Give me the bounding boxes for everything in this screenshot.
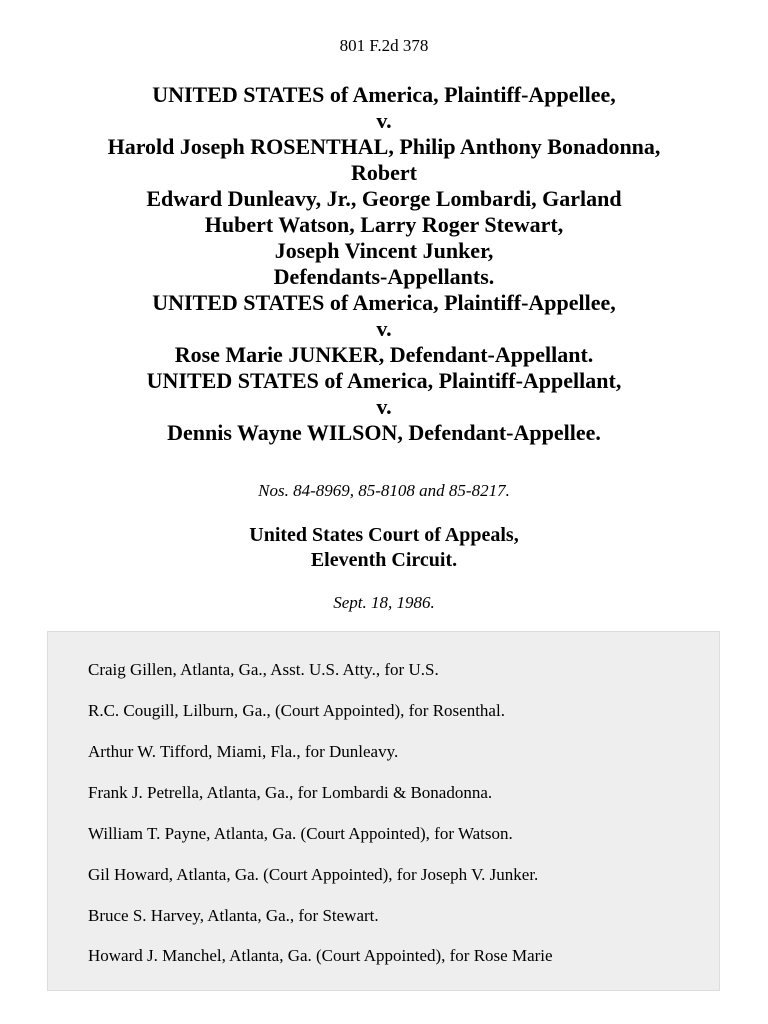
counsel-entry: Howard J. Manchel, Atlanta, Ga. (Court Appointed), for Rose Marie <box>88 946 553 965</box>
caption-line: Dennis Wayne WILSON, Defendant-Appellee. <box>167 420 601 445</box>
case-citation: 801 F.2d 378 <box>339 36 429 55</box>
counsel-entry: Frank J. Petrella, Atlanta, Ga., for Lombardi & Bonadonna. <box>88 783 493 802</box>
counsel-entry: Craig Gillen, Atlanta, Ga., Asst. U.S. Atty., for U.S. <box>88 660 439 679</box>
counsel-entry: Bruce S. Harvey, Atlanta, Ga., for Stewart. <box>88 906 379 925</box>
caption-line: v. <box>376 394 392 419</box>
caption-line: v. <box>376 316 392 341</box>
court-name <box>0 523 768 573</box>
decision-date: Sept. 18, 1986. <box>333 593 435 612</box>
caption-line: Harold Joseph ROSENTHAL, Philip Anthony Bonadonna, <box>107 134 661 159</box>
counsel-panel <box>47 631 720 991</box>
counsel-entry: Gil Howard, Atlanta, Ga. (Court Appointed), for Joseph V. Junker. <box>88 865 539 884</box>
court-circuit-line: Eleventh Circuit. <box>310 549 458 571</box>
caption-line: UNITED STATES of America, Plaintiff-Appellee, <box>152 82 616 107</box>
caption-line: v. <box>376 108 392 133</box>
caption-line: Robert <box>351 160 417 185</box>
court-name-line: United States Court of Appeals, <box>249 524 519 546</box>
caption-line: UNITED STATES of America, Plaintiff-Appellee, <box>152 290 616 315</box>
docket-numbers: Nos. 84-8969, 85-8108 and 85-8217. <box>258 481 510 500</box>
caption-line: Joseph Vincent Junker, <box>274 238 494 263</box>
counsel-entry: William T. Payne, Atlanta, Ga. (Court Appointed), for Watson. <box>88 824 513 843</box>
caption-line: Defendants-Appellants. <box>273 264 495 289</box>
caption-line: Edward Dunleavy, Jr., George Lombardi, Garland <box>146 186 622 211</box>
case-caption <box>40 82 728 446</box>
counsel-entry: R.C. Cougill, Lilburn, Ga., (Court Appointed), for Rosenthal. <box>88 701 505 720</box>
caption-line: Rose Marie JUNKER, Defendant-Appellant. <box>174 342 594 367</box>
counsel-entry: Arthur W. Tifford, Miami, Fla., for Dunleavy. <box>88 742 399 761</box>
caption-line: UNITED STATES of America, Plaintiff-Appellant, <box>146 368 622 393</box>
caption-line: Hubert Watson, Larry Roger Stewart, <box>204 212 564 237</box>
